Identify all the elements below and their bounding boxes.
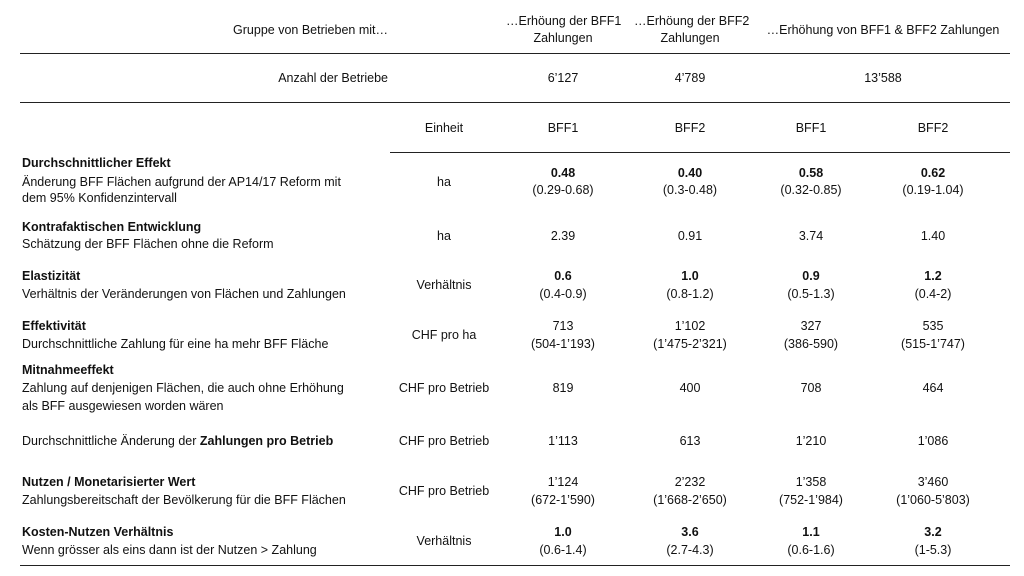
value-cell: 0.91 xyxy=(677,229,703,243)
row-description-bold: Zahlungen pro Betrieb xyxy=(199,434,334,448)
row-description xyxy=(22,433,392,449)
value-cell: 613 xyxy=(679,434,701,448)
count-bff2: 4’789 xyxy=(674,71,706,85)
value-cell: 1.2 xyxy=(924,269,942,283)
ci-cell: (0.4-0.9) xyxy=(539,287,587,301)
group-label: Gruppe von Betrieben mit… xyxy=(233,23,388,37)
value-cell: 708 xyxy=(800,381,822,395)
value-cell: 0.58 xyxy=(798,166,824,180)
subheader-c3: BFF1 xyxy=(795,121,827,135)
ci-cell: (1’475-2’321) xyxy=(653,337,727,351)
value-cell: 1.1 xyxy=(802,525,820,539)
rule-top xyxy=(20,53,1010,54)
ci-cell: (752-1’984) xyxy=(779,493,843,507)
rule-middle xyxy=(20,102,1010,103)
ci-cell: (515-1’747) xyxy=(901,337,965,351)
row-title: Kontrafaktischen Entwicklung xyxy=(22,220,202,234)
ci-cell: (1’668-2’650) xyxy=(653,493,727,507)
value-cell: 1’358 xyxy=(795,475,827,489)
ci-cell: (0.8-1.2) xyxy=(666,287,714,301)
row-title: Nutzen / Monetarisierter Wert xyxy=(22,475,196,489)
value-cell: 1.0 xyxy=(554,525,572,539)
header-bff2-line2: Zahlungen xyxy=(660,31,720,45)
ci-cell: (0.19-1.04) xyxy=(902,183,964,197)
ci-cell: (0.4-2) xyxy=(914,287,952,301)
subheader-c4: BFF2 xyxy=(917,121,949,135)
count-bff1: 6’127 xyxy=(547,71,579,85)
value-cell: 0.6 xyxy=(554,269,572,283)
row-description: dem 95% Konfidenzintervall xyxy=(22,191,177,205)
row-unit: Verhältnis xyxy=(416,534,472,548)
ci-cell: (0.6-1.4) xyxy=(539,543,587,557)
value-cell: 3.6 xyxy=(681,525,699,539)
row-title: Durchschnittlicher Effekt xyxy=(22,156,171,170)
value-cell: 1’210 xyxy=(795,434,827,448)
row-description: Änderung BFF Flächen aufgrund der AP14/17 Reform mit xyxy=(22,175,341,189)
unit-header: Einheit xyxy=(424,121,464,135)
row-unit: ha xyxy=(437,175,451,189)
ci-cell: (0.6-1.6) xyxy=(787,543,835,557)
row-description: Wenn grösser als eins dann ist der Nutzen > Zahlung xyxy=(22,543,317,557)
row-description: Zahlungsbereitschaft der Bevölkerung für die BFF Flächen xyxy=(22,493,346,507)
value-cell: 3.2 xyxy=(924,525,942,539)
value-cell: 1’102 xyxy=(674,319,706,333)
value-cell: 0.9 xyxy=(802,269,820,283)
row-description: als BFF ausgewiesen worden wären xyxy=(22,399,224,413)
ci-cell: (672-1’590) xyxy=(531,493,595,507)
rule-bottom xyxy=(20,565,1010,566)
row-description-plain: Durchschnittliche Änderung der xyxy=(22,434,200,448)
ci-cell: (1-5.3) xyxy=(914,543,952,557)
value-cell: 535 xyxy=(922,319,944,333)
ci-cell: (0.3-0.48) xyxy=(662,183,718,197)
value-cell: 3’460 xyxy=(917,475,949,489)
row-unit: CHF pro Betrieb xyxy=(398,434,490,448)
header-both: …Erhöhung von BFF1 & BFF2 Zahlungen xyxy=(766,23,1000,37)
row-unit: ha xyxy=(437,229,451,243)
row-unit: Verhältnis xyxy=(416,278,472,292)
row-title: Mitnahmeeffekt xyxy=(22,363,114,377)
value-cell: 1.0 xyxy=(681,269,699,283)
value-cell: 464 xyxy=(922,381,944,395)
ci-cell: (2.7-4.3) xyxy=(666,543,714,557)
ci-cell: (386-590) xyxy=(783,337,839,351)
value-cell: 1’086 xyxy=(917,434,949,448)
value-cell: 713 xyxy=(552,319,574,333)
value-cell: 1.40 xyxy=(920,229,946,243)
row-unit: CHF pro Betrieb xyxy=(398,381,490,395)
value-cell: 0.40 xyxy=(677,166,703,180)
count-both: 13’588 xyxy=(864,71,902,85)
rule-subheader xyxy=(390,152,1010,153)
header-bff1-line2: Zahlungen xyxy=(533,31,593,45)
ci-cell: (0.32-0.85) xyxy=(780,183,842,197)
row-title: Elastizität xyxy=(22,269,81,283)
header-bff2-line1: …Erhöung der BFF2 xyxy=(634,14,750,28)
value-cell: 0.48 xyxy=(550,166,576,180)
row-title: Effektivität xyxy=(22,319,86,333)
value-cell: 2.39 xyxy=(550,229,576,243)
value-cell: 327 xyxy=(800,319,822,333)
ci-cell: (504-1’193) xyxy=(531,337,595,351)
row-description: Durchschnittliche Zahlung für eine ha mehr BFF Fläche xyxy=(22,337,329,351)
value-cell: 0.62 xyxy=(920,166,946,180)
value-cell: 1’124 xyxy=(547,475,579,489)
subheader-c1: BFF1 xyxy=(547,121,579,135)
row-description: Verhältnis der Veränderungen von Flächen und Zahlungen xyxy=(22,287,346,301)
value-cell: 819 xyxy=(552,381,574,395)
count-label: Anzahl der Betriebe xyxy=(278,71,388,85)
value-cell: 400 xyxy=(679,381,701,395)
row-description: Schätzung der BFF Flächen ohne die Reform xyxy=(22,237,274,251)
value-cell: 1’113 xyxy=(548,434,578,448)
row-description: Zahlung auf denjenigen Flächen, die auch ohne Erhöhung xyxy=(22,381,344,395)
subheader-c2: BFF2 xyxy=(674,121,706,135)
row-unit: CHF pro ha xyxy=(411,328,477,342)
row-unit: CHF pro Betrieb xyxy=(398,484,490,498)
value-cell: 3.74 xyxy=(798,229,824,243)
ci-cell: (0.29-0.68) xyxy=(532,183,594,197)
header-bff1-line1: …Erhöung der BFF1 xyxy=(506,14,622,28)
ci-cell: (1’060-5’803) xyxy=(896,493,970,507)
value-cell: 2’232 xyxy=(674,475,706,489)
ci-cell: (0.5-1.3) xyxy=(787,287,835,301)
row-title: Kosten-Nutzen Verhältnis xyxy=(22,525,174,539)
